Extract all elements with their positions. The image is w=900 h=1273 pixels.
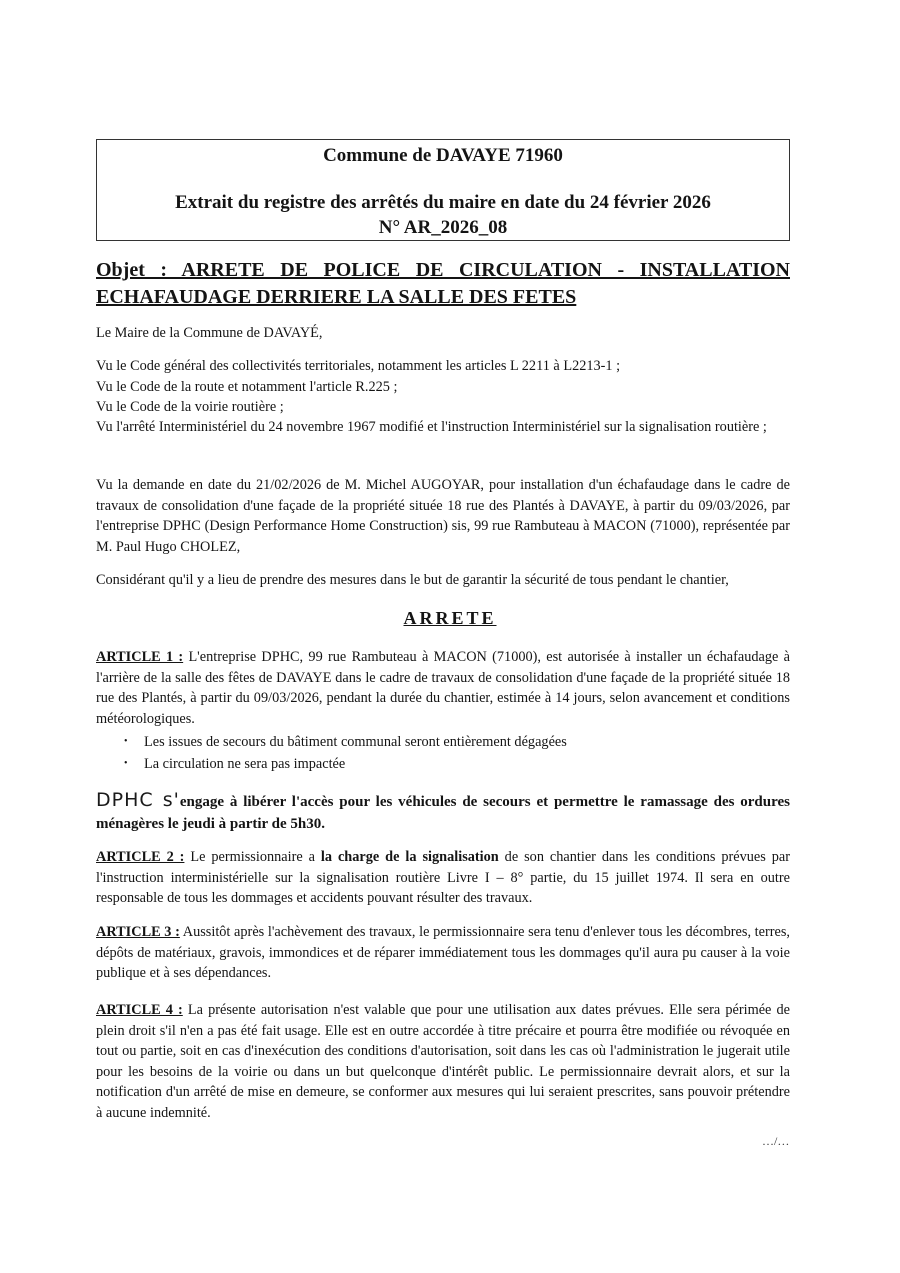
header-box [96, 139, 790, 241]
vu-line: Vu l'arrêté Interministériel du 24 novembre 1967 modifié et l'instruction Interministériel sur la signalisation routière ; [96, 419, 767, 435]
article-1-label: ARTICLE 1 : [96, 649, 184, 665]
article-2-label: ARTICLE 2 : [96, 849, 185, 865]
article-3-text: Aussitôt après l'achèvement des travaux, le permissionnaire sera tenu d'enlever tous les décombres, terres, dépôts de matériaux, gravois, immondices et de réparer immédiatement tous les dommages qu'il aura pu causer à la voie publique et à ses dépendances. [96, 924, 791, 982]
list-item: • Les issues de secours du bâtiment communal seront entièrement dégagées [124, 731, 567, 753]
vu-line: Vu le Code de la route et notamment l'article R.225 ; [96, 379, 398, 395]
article-4-text: La présente autorisation n'est valable que pour une utilisation aux dates prévues. Elle sera périmée de plein droit s'il n'en a pas été fait usage. Elle est en outre accordée à titre précaire et pourra être modifiée ou révoquée en tout ou partie, soit en cas d'inexécution des conditions d'autorisation, soit dans les cas où l'administration le jugerait utile pour les besoins de la voirie ou dans un but quelconque d'intérêt public. Le permissionnaire devrait alors, et sur la notification d'un arrêté de mise en demeure, se conformer aux mesures qui lui seraient prescrites, sans pouvoir prétendre à aucune indemnité. [96, 1002, 790, 1121]
vu-line: Vu le Code général des collectivités territoriales, notamment les articles L 2211 à L2213-1 ; [96, 358, 621, 374]
article-2: ARTICLE 2 : Le permissionnaire a la charge de la signalisation de son chantier dans les conditions prévues par l'instruction interministérielle sur la signalisation routière Livre I – 8° partie, du 15 juillet 1974. Il sera en outre responsable de tous les dommages et accidents pouvant résulter des travaux. [96, 849, 790, 907]
article-1 [96, 647, 790, 729]
article-1-bullets [124, 731, 567, 775]
article-2-emphasis: la charge de la signalisation [320, 849, 499, 865]
bullet-icon: • [124, 736, 128, 747]
vu-line: Vu le Code de la voirie routière ; [96, 399, 284, 415]
article-3 [96, 922, 790, 984]
bullet-icon: • [124, 758, 128, 769]
list-item: • La circulation ne sera pas impactée [124, 753, 567, 775]
considering-paragraph: Considérant qu'il y a lieu de prendre des mesures dans le but de garantir la sécurité de tous pendant le chantier, [96, 572, 729, 588]
continuation-marker: …/… [762, 1134, 790, 1148]
engagement-text: engage à libérer l'accès pour les véhicules de secours et permettre le ramassage des ordures ménagères le jeudi à partir de 5h30. [96, 794, 790, 832]
article-3-label: ARTICLE 3 : [96, 924, 180, 940]
decree-number: N° AR_2026_08 [378, 217, 508, 238]
registry-title: Extrait du registre des arrêtés du maire en date du 24 février 2026 [175, 192, 711, 213]
engagement-paragraph [96, 789, 790, 835]
handwritten-annotation: DPHC s' [96, 789, 180, 811]
article-1-text: L'entreprise DPHC, 99 rue Rambuteau à MACON (71000), est autorisée à installer un échafaudage à l'arrière de la salle des fêtes de DAVAYE dans le cadre de travaux de consolidation d'une façade de la propriété située 18 rue des Plantés, à partir du 09/03/2026, pendant la durée du chantier, estimée à 14 jours, selon avancement et conditions météorologiques. [96, 649, 790, 727]
article-4-label: ARTICLE 4 : [96, 1002, 183, 1018]
commune-title: Commune de DAVAYE 71960 [323, 145, 563, 166]
article-4 [96, 1000, 790, 1124]
subject-heading: Objet : ARRETE DE POLICE DE CIRCULATION - INSTALLATION ECHAFAUDAGE DERRIERE LA SALLE DES FETES [96, 259, 790, 308]
decree-title: ARRETE [403, 608, 497, 628]
mayor-intro: Le Maire de la Commune de DAVAYÉ, [96, 325, 323, 341]
request-paragraph: Vu la demande en date du 21/02/2026 de M. Michel AUGOYAR, pour installation d'un échafaudage dans le cadre de travaux de consolidation d'une façade de la propriété située 18 rue des Plantés à DAVAYE, à partir du 09/03/2026, par l'entreprise DPHC (Design Performance Home Construction) sis, 99 rue Rambuteau à MACON (71000), représentée par M. Paul Hugo CHOLEZ, [96, 477, 790, 555]
